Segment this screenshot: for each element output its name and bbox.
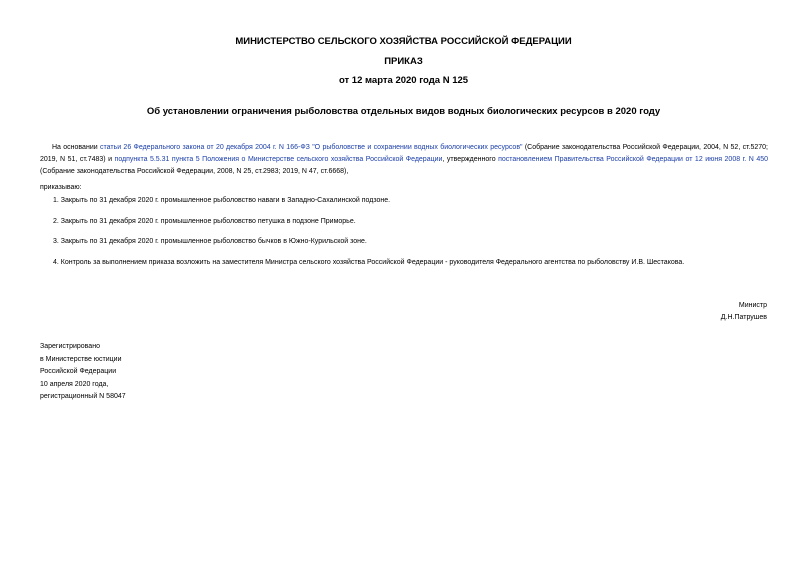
signatory-position: Министр xyxy=(738,302,767,309)
signatory-name: Д.Н.Патрушев xyxy=(720,314,767,321)
ministry-heading: МИНИСТЕРСТВО СЕЛЬСКОГО ХОЗЯЙСТВА РОССИЙСКОЙ ФЕДЕРАЦИИ xyxy=(235,36,572,47)
registration-line: 10 апреля 2020 года, xyxy=(40,380,109,388)
preamble-text-2: (Собрание законодательства Российской Федерации, 2004, N 52, ст.5270; 2019, N 51, ст.7483) и xyxy=(40,144,768,163)
regulation-subclause-link[interactable]: подпункта 5.5.31 пункта 5 Положения о Министерстве сельского хозяйства Российской Федерации xyxy=(114,156,443,163)
law-article-link[interactable]: статьи 26 Федерального закона от 20 декабря 2004 г. N 166-ФЗ "О рыболовстве и сохранении водных биологических ресурсов" xyxy=(99,144,523,151)
preamble-text-4: (Собрание законодательства Российской Федерации, 2008, N 25, ст.2983; 2019, N 47, ст.6668), xyxy=(40,168,349,175)
date-number-heading: от 12 марта 2020 года N 125 xyxy=(338,75,469,86)
registration-line: регистрационный N 58047 xyxy=(40,393,126,400)
registration-line: Российской Федерации xyxy=(40,368,117,375)
registration-line: Зарегистрировано xyxy=(40,343,100,350)
registration-line: в Министерстве юстиции xyxy=(40,355,122,363)
document-title: Об установлении ограничения рыболовства отдельных видов водных биологических ресурсов в 2020 году xyxy=(146,106,661,117)
registration-block xyxy=(40,341,126,404)
order-item-3: 3. Закрыть по 31 декабря 2020 г. промышленное рыболовство бычков в Южно-Курильской зоне. xyxy=(53,238,367,245)
signature-block xyxy=(721,300,767,324)
preamble-text-3: , утвержденного xyxy=(442,156,499,163)
order-item-2: 2. Закрыть по 31 декабря 2020 г. промышленное рыболовство петушка в подзоне Приморье. xyxy=(53,218,356,225)
preamble-text-1: На основании xyxy=(52,144,100,151)
order-item-1: 1. Закрыть по 31 декабря 2020 г. промышленное рыболовство наваги в Западно-Сахалинской подзоне. xyxy=(53,197,391,204)
order-item-4: 4. Контроль за выполнением приказа возложить на заместителя Министра сельского хозяйства Российской Федерации - руководителя Федерального агентства по рыболовству И.В. Шестакова. xyxy=(53,259,685,266)
doc-type-heading: ПРИКАЗ xyxy=(384,56,423,67)
order-word: приказываю: xyxy=(40,184,82,191)
government-decree-link[interactable]: постановлением Правительства Российской Федерации от 12 июня 2008 г. N 450 xyxy=(498,156,769,163)
preamble-paragraph xyxy=(40,142,768,178)
